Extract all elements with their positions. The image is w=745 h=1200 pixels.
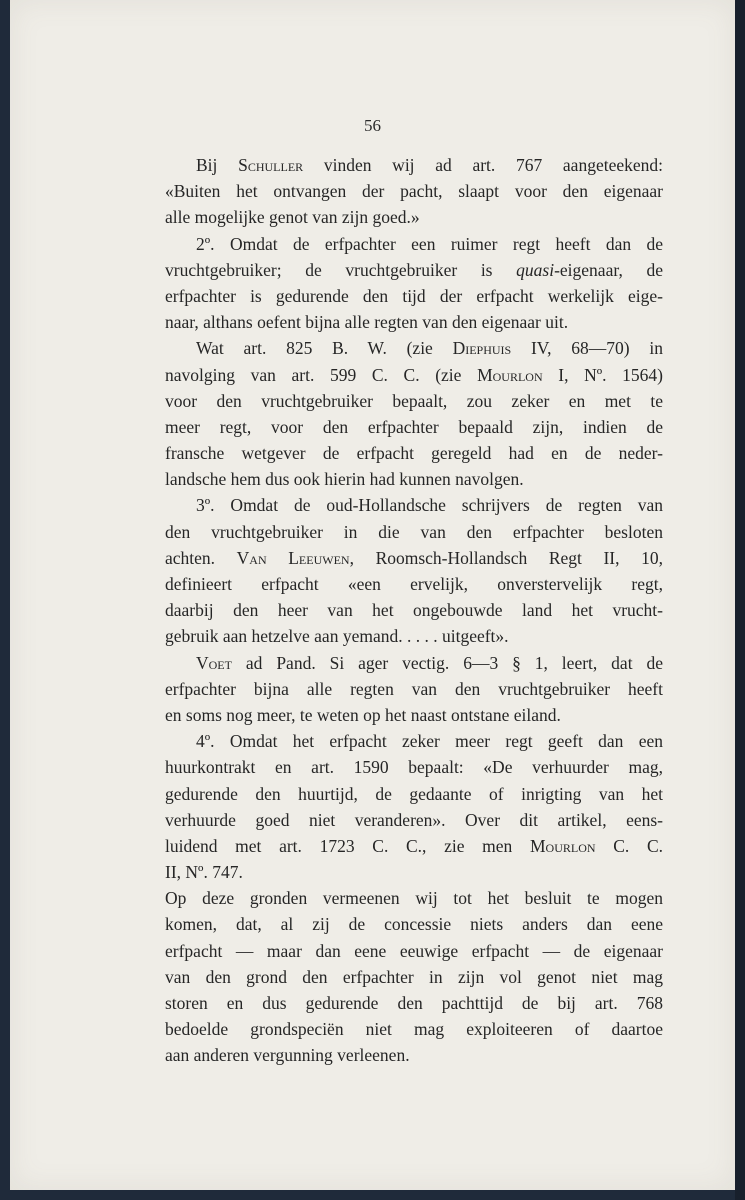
- text-line: voor den vruchtgebruiker bepaalt, zou zeker en met te: [165, 390, 663, 411]
- text-line: verhuurde goed niet veranderen». Over dit artikel, eens-: [165, 809, 663, 830]
- text-line: Wat art. 825 B. W. (zie Diephuis IV, 68—70) in: [196, 338, 663, 359]
- paragraph: [165, 650, 663, 729]
- text-line: bedoelde grondspeciën niet mag exploiteeren of daartoe: [165, 1019, 663, 1040]
- italic-term: quasi: [516, 259, 555, 280]
- text-line: landsche hem dus ook hierin had kunnen navolgen.: [165, 469, 524, 490]
- text-line: navolging van art. 599 C. C. (zie Mourlon I, Nº. 1564): [165, 364, 663, 385]
- small-caps-name: Van Leeuwen: [236, 547, 350, 568]
- text-line: definieert erfpacht «een ervelijk, onverstervelijk regt,: [165, 574, 663, 594]
- text-line: den vruchtgebruiker in die van den erfpachter besloten: [165, 521, 663, 542]
- text-line: Voet ad Pand. Si ager vectig. 6—3 § 1, leert, dat de: [196, 652, 663, 673]
- text-line: komen, dat, al zij de concessie niets anders dan eene: [165, 914, 663, 935]
- text-line: luidend met art. 1723 C. C., zie men Mourlon C. C.: [165, 835, 663, 856]
- small-caps-name: Mourlon: [529, 835, 596, 856]
- small-caps-name: Schuller: [238, 155, 304, 175]
- paragraph: [165, 885, 663, 1068]
- text-line: daarbij den heer van het ongebouwde land het vrucht-: [165, 600, 663, 621]
- page-number: 56: [364, 116, 381, 135]
- paragraph: [165, 335, 663, 492]
- text-line: gebruik aan hetzelve aan yemand. . . . . uitgeeft».: [165, 626, 509, 647]
- small-caps-name: Voet: [196, 652, 232, 673]
- text-line: «Buiten het ontvangen der pacht, slaapt voor den eigenaar: [165, 181, 663, 202]
- text-line: huurkontrakt en art. 1590 bepaalt: «De verhuurder mag,: [165, 757, 663, 778]
- paragraph: [165, 492, 663, 649]
- text-line: en soms nog meer, te weten op het naast ontstane eiland.: [165, 704, 561, 725]
- text-line: 2º. Omdat de erfpachter een ruimer regt heeft dan de: [196, 233, 663, 254]
- text-line: meer regt, voor den erfpachter bepaald zijn, indien de: [165, 416, 663, 437]
- text-line: 4º. Omdat het erfpacht zeker meer regt geeft dan een: [196, 731, 663, 752]
- text-line: vruchtgebruiker; de vruchtgebruiker is quasi-eigenaar, de: [165, 259, 663, 280]
- paragraph: [165, 728, 663, 885]
- text-line: erfpachter bijna alle regten van den vruchtgebruiker heeft: [165, 678, 663, 699]
- text-line: naar, althans oefent bijna alle regten van den eigenaar uit.: [165, 312, 569, 333]
- text-line: storen en dus gedurende den pachttijd de bij art. 768: [165, 993, 663, 1013]
- book-spine-edge: [735, 0, 745, 1200]
- text-line: van den grond den erfpachter in zijn vol genot niet mag: [165, 966, 663, 987]
- text-line: achten. Van Leeuwen, Roomsch-Hollandsch Regt II, 10,: [165, 547, 663, 568]
- text-line: alle mogelijke genot van zijn goed.»: [165, 207, 420, 228]
- text-line: gedurende den huurtijd, de gedaante of inrigting van het: [165, 783, 663, 804]
- text-line: erfpacht — maar dan eene eeuwige erfpacht — de eigenaar: [165, 940, 663, 961]
- text-line: erfpachter is gedurende den tijd der erfpacht werkelijk eige-: [165, 285, 663, 306]
- text-line: II, Nº. 747.: [165, 862, 243, 883]
- body-text: [165, 152, 663, 1069]
- text-line: fransche wetgever de erfpacht geregeld had en de neder-: [165, 443, 663, 464]
- text-line: Op deze gronden vermeenen wij tot het besluit te mogen: [165, 888, 663, 909]
- text-line: aan anderen vergunning verleenen.: [165, 1045, 410, 1066]
- text-line: Bij Schuller vinden wij ad art. 767 aangeteekend:: [196, 155, 663, 175]
- small-caps-name: Diephuis: [452, 338, 512, 359]
- small-caps-name: Mourlon: [477, 364, 543, 385]
- paragraph: [165, 231, 663, 336]
- text-line: 3º. Omdat de oud-Hollandsche schrijvers de regten van: [196, 495, 663, 516]
- paragraph: [165, 152, 663, 231]
- book-page: [10, 0, 735, 1190]
